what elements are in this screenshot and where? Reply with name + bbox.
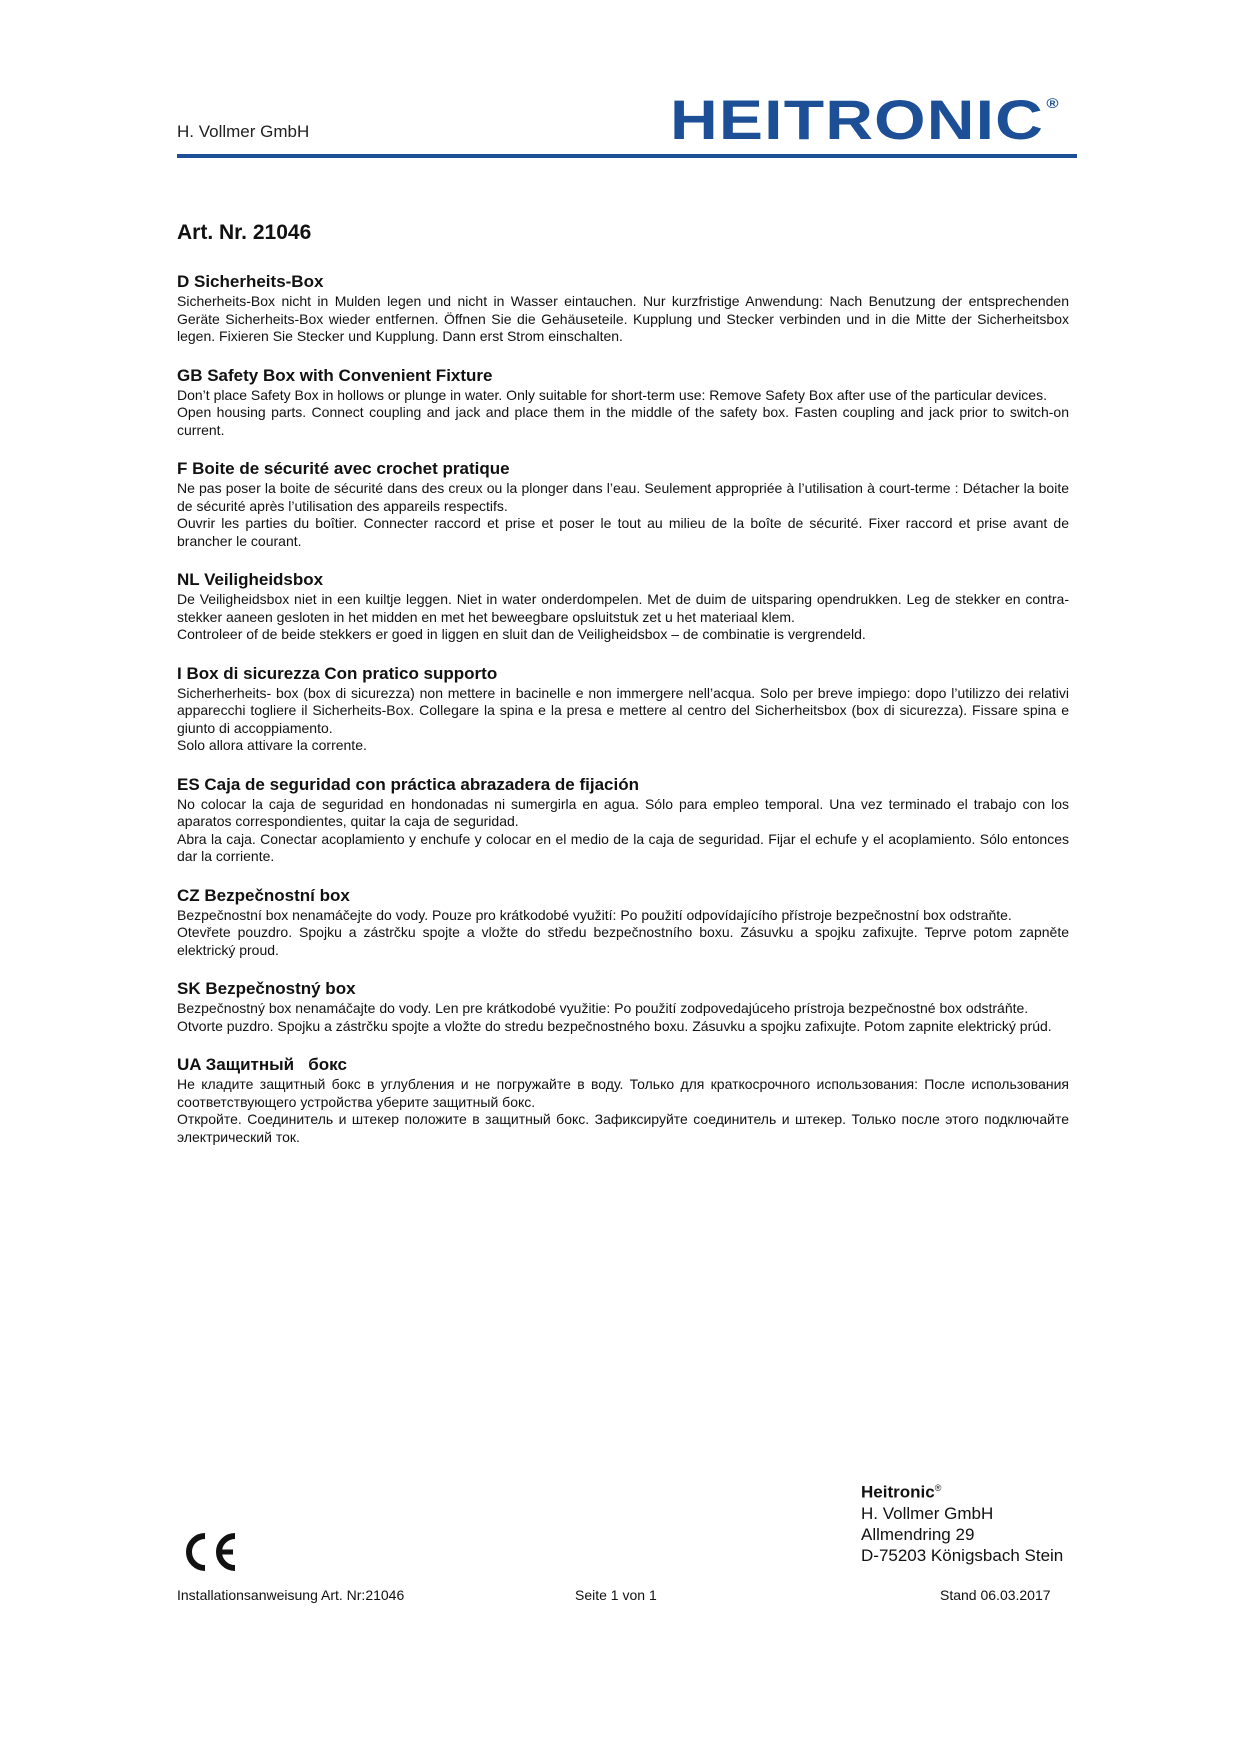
section-title: UA Защитный бокс: [177, 1055, 347, 1074]
address-registered-mark: ®: [934, 1483, 942, 1493]
section-paragraph: Bezpečnostný box nenamáčajte do vody. Len pre krátkodobé využitie: Po použití zodpovedajúceho prístroja bezpečnostné box odstráňte.: [177, 1000, 1029, 1016]
section-sk: [177, 979, 1069, 1035]
section-title: SK Bezpečnostný box: [177, 979, 356, 998]
footer-document-title: Installationsanweisung Art. Nr:21046: [177, 1587, 405, 1603]
address-brand: [861, 1478, 1063, 1503]
section-gb: [177, 366, 1069, 440]
address-city: D-75203 Königsbach Stein: [861, 1545, 1064, 1565]
section-paragraph: No colocar la caja de seguridad en hondonadas ni sumergirla en agua. Sólo para empleo temporal. Una vez terminado el trabajo con los aparatos correspondientes, quitar la caja de seguridad.: [177, 795, 1069, 829]
company-name: H. Vollmer GmbH: [177, 122, 310, 141]
address-company: H. Vollmer GmbH: [861, 1503, 994, 1523]
section-de: [177, 272, 1069, 346]
section-paragraph: Controleer of de beide stekkers er goed in liggen en sluit dan de Veiligheidsbox – de combinatie is vergrendeld.: [177, 626, 866, 642]
section-cz: [177, 886, 1069, 960]
heitronic-logo: [670, 88, 1060, 151]
footer-date: Stand 06.03.2017: [940, 1587, 1051, 1603]
section-title: ES Caja de seguridad con práctica abrazadera de fijación: [177, 774, 639, 794]
section-nl: [177, 570, 1069, 644]
section-title: I Box di sicurezza Con pratico supporto: [177, 663, 498, 683]
section-it: [177, 664, 1069, 755]
section-paragraph: Open housing parts. Connect coupling and jack and place them in the middle of the safety box. Fasten coupling and jack prior to switch-on current.: [177, 404, 1069, 438]
section-ua: [177, 1055, 1069, 1146]
section-title: CZ Bezpečnostní box: [177, 885, 350, 905]
section-title: NL Veiligheidsbox: [177, 570, 324, 589]
address-brand-name: Heitronic: [861, 1482, 935, 1502]
section-paragraph: Ne pas poser la boite de sécurité dans des creux ou la plonger dans l’eau. Seulement appropriée à l’utilisation à court-terme : Détacher la boite de sécurité après l’utilisation des appareils respectifs.: [177, 480, 1069, 514]
article-number: Art. Nr. 21046: [177, 221, 312, 244]
section-paragraph: De Veiligheidsbox niet in een kuiltje leggen. Niet in water onderdompelen. Met de duim de uitsparing opendrukken. Leg de stekker en contra-stekker aaneen gesloten in het midden en met het beweegbare opsluitstuk zet u het materiaal klem.: [177, 591, 1069, 625]
section-paragraph: Otevřete pouzdro. Spojku a zástrčku spojte a vložte do středu bezpečnostního boxu. Zásuvku a spojku zafixujte. Teprve potom zapněte elektrický proud.: [177, 924, 1069, 958]
section-paragraph: Откройте. Соединитель и штекер положите в защитный бокс. Зафиксируйте соединитель и штекер. Только после этого подключайте электрический ток.: [177, 1111, 1069, 1145]
logo-text: HEITRONIC: [670, 88, 1045, 151]
section-es: [177, 775, 1069, 866]
section-title: D Sicherheits-Box: [177, 272, 324, 291]
section-paragraph: Solo allora attivare la corrente.: [177, 737, 367, 753]
address-street: Allmendring 29: [861, 1524, 975, 1544]
section-paragraph: Ouvrir les parties du boîtier. Connecter raccord et prise et poser le tout au milieu de la boîte de sécurité. Fixer raccord et prise avant de brancher le courant.: [177, 515, 1069, 549]
section-paragraph: Sicherherheits- box (box di sicurezza) non mettere in bacinelle e non immergere nell’acqua. Solo per breve impiego: dopo l’utilizzo dei relativi apparecchi togliere il Sicherheits-Box. Collegare la spina e la presa e mettere al centro del Sicherheitsbox (box di sicurezza). Fissare spina e giunto di accoppiamento.: [177, 684, 1069, 736]
section-paragraph: Don’t place Safety Box in hollows or plunge in water. Only suitable for short-term use: Remove Safety Box after use of the particular devices.: [177, 386, 1047, 403]
section-paragraph: Abra la caja. Conectar acoplamiento y enchufe y colocar en el medio de la caja de seguridad. Fijar el echufe y el acoplamiento. Sólo entonces dar la corriente.: [177, 830, 1069, 864]
section-title: GB Safety Box with Convenient Fixture: [177, 365, 493, 385]
section-paragraph: Bezpečnostní box nenamáčejte do vody. Pouze pro krátkodobé využití: Po použití odpovídajícího přístroje bezpečnostní box odstraňte.: [177, 906, 1012, 923]
section-paragraph: Не кладите защитный бокс в углубления и не погружайте в воду. Только для краткосрочного использования: После использования соответствующего устройства уберите защитный бокс.: [177, 1076, 1069, 1110]
section-title: F Boite de sécurité avec crochet pratique: [177, 459, 510, 478]
section-fr: [177, 459, 1069, 550]
section-paragraph: Otvorte puzdro. Spojku a zástrčku spojte a vložte do stredu bezpečnostného boxu. Zásuvku a spojku zafixujte. Potom zapnite elektrický prúd.: [177, 1017, 1052, 1034]
registered-mark: ®: [1046, 95, 1060, 111]
instructions-content: [177, 272, 1069, 1166]
ce-mark-icon: [181, 1530, 241, 1574]
manufacturer-address: [861, 1478, 1063, 1566]
section-paragraph: Sicherheits-Box nicht in Mulden legen und nicht in Wasser eintauchen. Nur kurzfristige Anwendung: Nach Benutzung der entsprechenden Geräte Sicherheits-Box wieder entfernen. Öffnen Sie die Gehäuseteile. Kupplung und Stecker verbinden und in die Mitte der Sicherheitsbox legen. Fixieren Sie Stecker und Kupplung. Dann erst Strom einschalten.: [177, 293, 1069, 344]
footer-page-number: Seite 1 von 1: [575, 1587, 657, 1603]
logo-rule: [177, 154, 1077, 158]
